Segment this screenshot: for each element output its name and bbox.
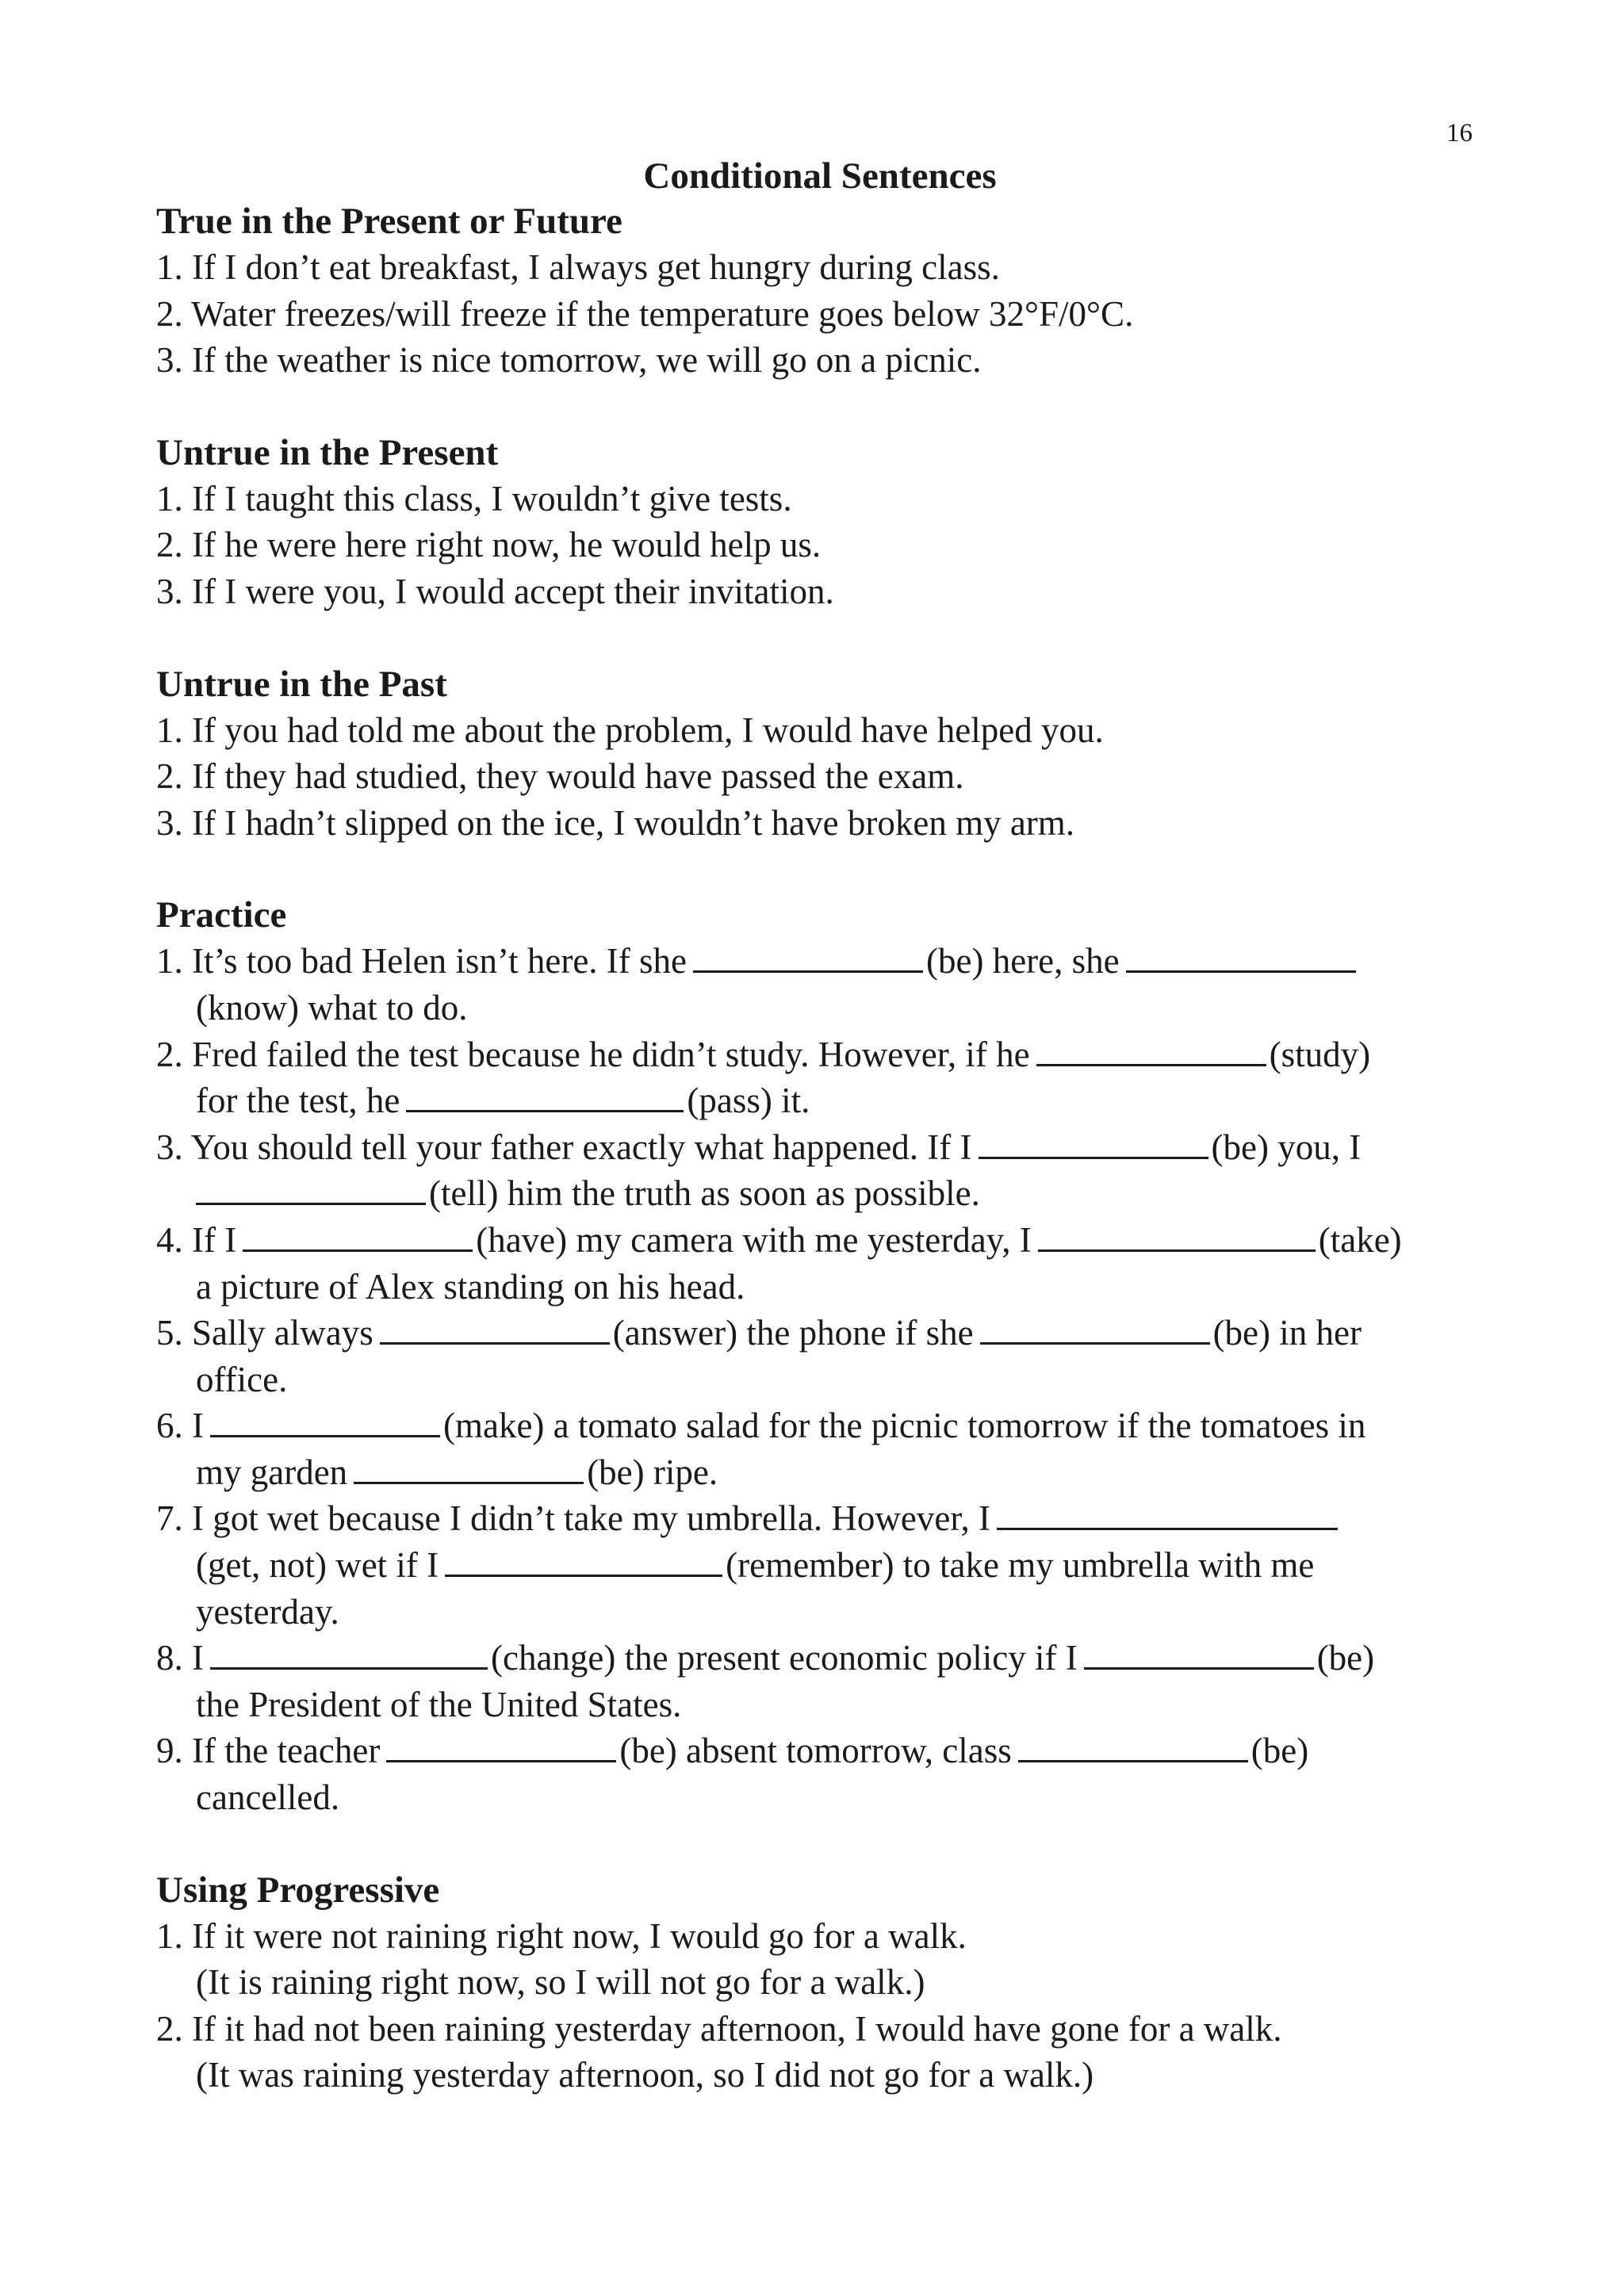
example-sentence: 1. If it were not raining right now, I would go for a walk. (156, 1915, 967, 1956)
practice-item-8 (156, 1635, 1504, 1682)
practice-item-1-cont (156, 985, 1504, 1031)
practice-item-2 (156, 1031, 1504, 1078)
example-sentence: 3. If the weather is nice tomorrow, we will go on a picnic. (156, 340, 982, 381)
example-sentence: 1. If I taught this class, I wouldn’t give tests. (156, 478, 792, 519)
practice-text: (change) the present economic policy if I (491, 1638, 1078, 1678)
practice-text: (be) in her (1212, 1313, 1362, 1353)
example-sentence: 3. If I hadn’t slipped on the ice, I wouldn’t have broken my arm. (156, 802, 1075, 843)
practice-text: (be) here, she (926, 941, 1120, 982)
practice-item-2-cont (156, 1077, 1504, 1124)
answer-blank[interactable] (210, 1405, 440, 1437)
example-sentence: 2. If it had not been raining yesterday afternoon, I would have gone for a walk. (156, 2008, 1282, 2049)
answer-blank[interactable] (979, 1127, 1208, 1159)
section-heading-present-future: True in the Present or Future (156, 201, 622, 242)
practice-text: (study) (1269, 1034, 1371, 1074)
answer-blank[interactable] (210, 1637, 488, 1670)
practice-item-9-cont (156, 1774, 1504, 1821)
practice-text: (answer) the phone if she (612, 1313, 974, 1353)
practice-text: (be) you, I (1211, 1127, 1362, 1167)
practice-text: (be) absent tomorrow, class (619, 1731, 1012, 1771)
answer-blank[interactable] (980, 1312, 1210, 1345)
practice-text: yesterday. (196, 1591, 339, 1632)
practice-text: 8. I (156, 1638, 204, 1678)
practice-text: (be) ripe. (587, 1452, 718, 1492)
example-sentence: 2. Water freezes/will freeze if the temperature goes below 32°F/0°C. (156, 293, 1134, 334)
document-body (156, 198, 1504, 2099)
practice-text: (pass) it. (687, 1081, 810, 1121)
answer-blank[interactable] (380, 1312, 610, 1345)
practice-item-7-cont (156, 1589, 1504, 1636)
practice-text: 4. If I (156, 1219, 237, 1260)
example-explanation: (It was raining yesterday afternoon, so I did not go for a walk.) (196, 2055, 1094, 2095)
answer-blank[interactable] (1038, 1219, 1316, 1252)
practice-text: (be) (1316, 1638, 1375, 1678)
practice-item-7-cont (156, 1542, 1504, 1589)
practice-text: 5. Sally always (156, 1313, 373, 1353)
answer-blank[interactable] (1036, 1034, 1266, 1066)
practice-text: for the test, he (196, 1081, 400, 1121)
practice-text: office. (196, 1359, 288, 1399)
answer-blank[interactable] (1018, 1730, 1248, 1762)
example-sentence: 1. If I don’t eat breakfast, I always get hungry during class. (156, 247, 1000, 287)
practice-text: 3. You should tell your father exactly what happened. If I (156, 1127, 972, 1167)
practice-text: (be) (1251, 1731, 1309, 1771)
practice-text: cancelled. (196, 1777, 340, 1818)
practice-text: my garden (196, 1452, 348, 1492)
practice-item-6 (156, 1402, 1504, 1449)
answer-blank[interactable] (445, 1544, 722, 1577)
practice-item-4 (156, 1217, 1504, 1264)
practice-text: 1. It’s too bad Helen isn’t here. If she (156, 941, 688, 982)
page-number: 16 (1446, 119, 1473, 147)
practice-text: a picture of Alex standing on his head. (196, 1266, 745, 1307)
practice-item-4-cont (156, 1264, 1504, 1311)
section-heading-practice: Practice (156, 894, 287, 936)
answer-blank[interactable] (386, 1730, 616, 1762)
section-heading-untrue-present: Untrue in the Present (156, 431, 499, 473)
practice-text: (make) a tomato salad for the picnic tomorrow if the tomatoes in (443, 1406, 1366, 1446)
practice-text: 2. Fred failed the test because he didn’t study. However, if he (156, 1034, 1030, 1074)
practice-item-5-cont (156, 1357, 1504, 1403)
practice-item-3-cont (156, 1170, 1504, 1217)
practice-item-3 (156, 1124, 1504, 1171)
practice-item-1 (156, 938, 1504, 985)
practice-text: the President of the United States. (196, 1684, 682, 1724)
answer-blank[interactable] (1126, 940, 1356, 973)
practice-text: 9. If the teacher (156, 1731, 381, 1771)
practice-text: (take) (1318, 1219, 1402, 1260)
practice-text: (have) my camera with me yesterday, I (476, 1219, 1032, 1260)
section-heading-untrue-past: Untrue in the Past (156, 663, 447, 705)
practice-item-7 (156, 1495, 1504, 1542)
practice-text: (tell) him the truth as soon as possible. (429, 1173, 980, 1214)
practice-text: (get, not) wet if I (196, 1545, 439, 1586)
example-sentence: 2. If they had studied, they would have passed the exam. (156, 756, 964, 797)
example-sentence: 3. If I were you, I would accept their invitation. (156, 571, 834, 611)
practice-text: (know) what to do. (196, 987, 468, 1027)
answer-blank[interactable] (243, 1219, 473, 1252)
answer-blank[interactable] (997, 1498, 1338, 1530)
example-sentence: 2. If he were here right now, he would help us. (156, 525, 822, 565)
practice-item-8-cont (156, 1682, 1504, 1728)
answer-blank[interactable] (354, 1452, 584, 1484)
practice-item-9 (156, 1728, 1504, 1774)
answer-blank[interactable] (1084, 1637, 1314, 1670)
example-explanation: (It is raining right now, so I will not go for a walk.) (196, 1962, 925, 2003)
answer-blank[interactable] (406, 1080, 684, 1112)
answer-blank[interactable] (196, 1173, 426, 1205)
page-title: Conditional Sentences (643, 155, 997, 197)
practice-text: 7. I got wet because I didn’t take my umbrella. However, I (156, 1498, 991, 1539)
example-sentence: 1. If you had told me about the problem, I would have helped you. (156, 710, 1104, 750)
practice-text: (remember) to take my umbrella with me (726, 1545, 1315, 1586)
answer-blank[interactable] (693, 940, 923, 973)
practice-text: 6. I (156, 1406, 204, 1446)
practice-item-6-cont (156, 1449, 1504, 1496)
section-heading-progressive: Using Progressive (156, 1869, 440, 1911)
practice-item-5 (156, 1310, 1504, 1357)
